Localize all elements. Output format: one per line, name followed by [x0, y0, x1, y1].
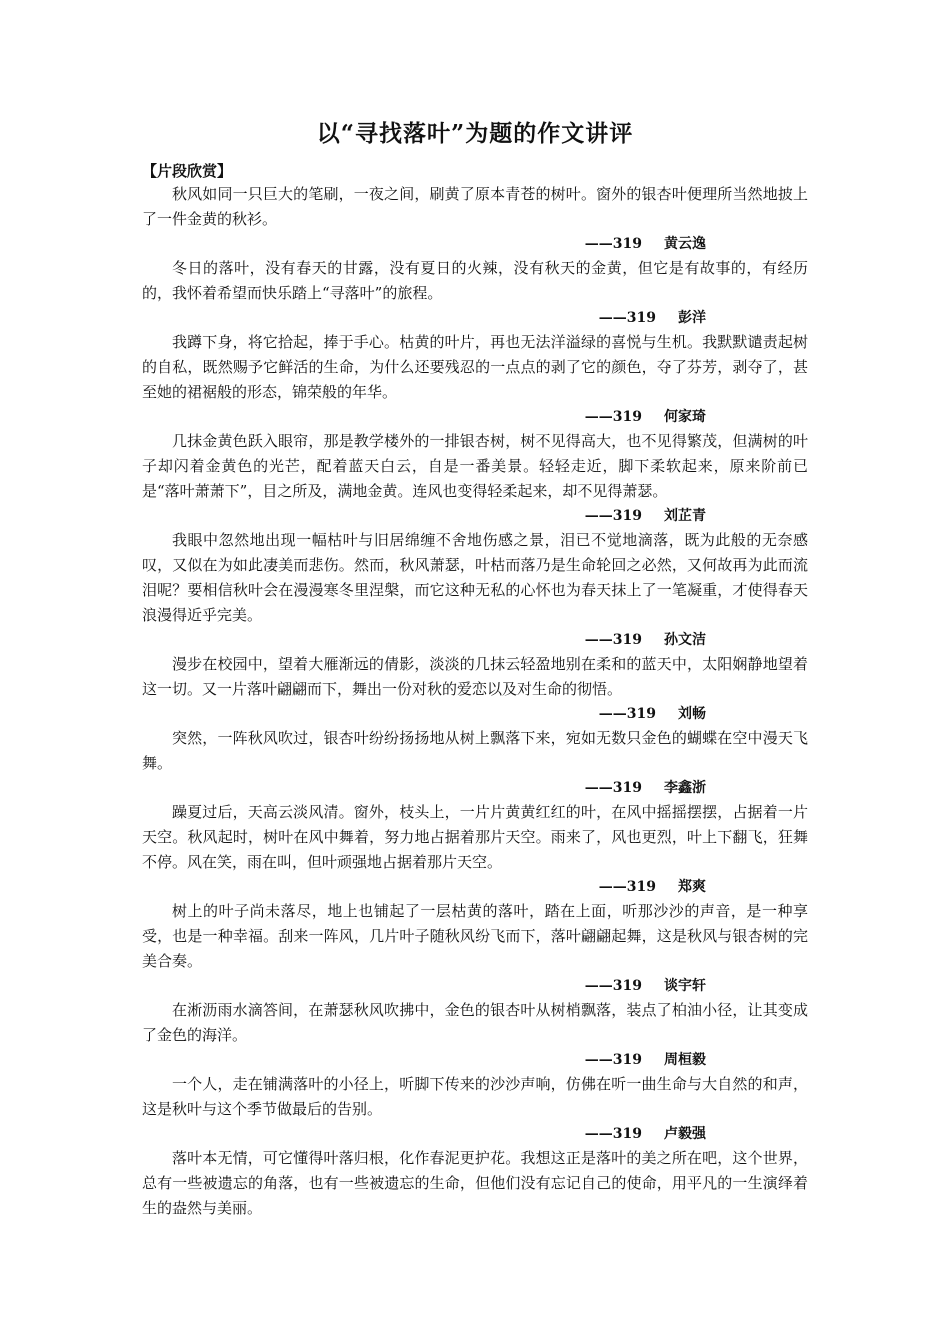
author-name: 郑爽: [678, 879, 706, 895]
author-name: 彭洋: [678, 310, 706, 326]
excerpt-signature: [142, 776, 808, 800]
excerpt-signature: [142, 1048, 808, 1072]
class-number: ——319: [598, 310, 656, 326]
excerpt-signature: [142, 974, 808, 998]
document-title: 以“寻找落叶”为题的作文讲评: [316, 120, 634, 147]
document-page: [142, 118, 808, 1221]
excerpt-signature: [142, 875, 808, 899]
class-number: ——319: [584, 409, 642, 425]
section-heading: 【片段欣赏】: [142, 162, 233, 180]
class-number: ——319: [584, 236, 642, 252]
excerpt-paragraph: 树上的叶子尚未落尽，地上也铺起了一层枯黄的落叶，踏在上面，听那沙沙的声音，是一种享受，也是一种幸福。刮来一阵风，几片叶子随秋风纷飞而下，落叶翩翩起舞，这是秋风与银杏树的完美合奏。: [142, 902, 808, 970]
author-name: 周桓毅: [664, 1052, 706, 1068]
excerpt-paragraph: 在淅沥雨水滴答间，在萧瑟秋风吹拂中，金色的银杏叶从树梢飘落，装点了柏油小径，让其变成了金色的海洋。: [142, 1001, 808, 1044]
excerpt-paragraph: 秋风如同一只巨大的笔刷，一夜之间，刷黄了原本青苍的树叶。窗外的银杏叶便理所当然地披上了一件金黄的秋衫。: [142, 185, 808, 228]
class-number: ——319: [584, 1052, 642, 1068]
excerpt-paragraph: 突然，一阵秋风吹过，银杏叶纷纷扬扬地从树上飘落下来，宛如无数只金色的蝴蝶在空中漫天飞舞。: [142, 729, 808, 772]
author-name: 卢毅强: [664, 1126, 706, 1142]
excerpt-signature: [142, 702, 808, 726]
excerpt-paragraph: 我眼中忽然地出现一幅枯叶与旧居绵缠不舍地伤感之景，泪已不觉地滴落，既为此般的无奈感叹，又似在为如此凄美而悲伤。然而，秋风萧瑟，叶枯而落乃是生命轮回之必然，又何故再为此而流泪呢？要相信秋叶会在漫漫寒冬里涅槃，而它这种无私的心怀也为春天抹上了一笔凝重，才使得春天浪漫得近乎完美。: [142, 531, 808, 624]
excerpt-paragraph: 躁夏过后，天高云淡风清。窗外，枝头上，一片片黄黄红红的叶，在风中摇摇摆摆，占据着一片天空。秋风起时，树叶在风中舞着，努力地占据着那片天空。雨来了，风也更烈，叶上下翻飞，狂舞不停。风在笑，雨在叫，但叶顽强地占据着那片天空。: [142, 803, 808, 871]
class-number: ——319: [584, 508, 642, 524]
excerpt-signature: [142, 232, 808, 256]
author-name: 何家琦: [664, 409, 706, 425]
excerpt-signature: [142, 628, 808, 652]
excerpt-signature: [142, 504, 808, 528]
author-name: 黄云逸: [664, 236, 706, 252]
excerpt-paragraph: 一个人，走在铺满落叶的小径上，听脚下传来的沙沙声响，仿佛在听一曲生命与大自然的和声，这是秋叶与这个季节做最后的告别。: [142, 1075, 808, 1118]
excerpt-paragraph: 落叶本无情，可它懂得叶落归根，化作春泥更护花。我想这正是落叶的美之所在吧，这个世界，总有一些被遗忘的角落，也有一些被遗忘的生命，但他们没有忘记自己的使命，用平凡的一生演绎着生的盎然与美丽。: [142, 1149, 808, 1217]
author-name: 谈宇轩: [664, 978, 706, 994]
author-name: 李鑫浙: [664, 780, 706, 796]
author-name: 孙文洁: [664, 632, 706, 648]
excerpt-paragraph: 漫步在校园中，望着大雁渐远的倩影，淡淡的几抹云轻盈地别在柔和的蓝天中，太阳娴静地望着这一切。又一片落叶翩翩而下，舞出一份对秋的爱恋以及对生命的彻悟。: [142, 655, 808, 698]
author-name: 刘畅: [678, 706, 706, 722]
excerpt-paragraph: 几抹金黄色跃入眼帘，那是教学楼外的一排银杏树，树不见得高大，也不见得繁茂，但满树的叶子却闪着金黄色的光芒，配着蓝天白云，自是一番美景。轻轻走近，脚下柔软起来，原来阶前已是“落叶萧萧下”，目之所及，满地金黄。连风也变得轻柔起来，却不见得萧瑟。: [142, 432, 808, 500]
excerpt-signature: [142, 405, 808, 429]
author-name: 刘芷青: [664, 508, 706, 524]
class-number: ——319: [598, 706, 656, 722]
class-number: ——319: [584, 978, 642, 994]
excerpt-signature: [142, 1122, 808, 1146]
class-number: ——319: [584, 780, 642, 796]
excerpt-paragraph: 冬日的落叶，没有春天的甘露，没有夏日的火辣，没有秋天的金黄，但它是有故事的，有经历的，我怀着希望而快乐踏上“寻落叶”的旅程。: [142, 259, 808, 302]
class-number: ——319: [598, 879, 656, 895]
class-number: ——319: [584, 632, 642, 648]
class-number: ——319: [584, 1126, 642, 1142]
excerpt-paragraph: 我蹲下身，将它拾起，捧于手心。枯黄的叶片，再也无法洋溢绿的喜悦与生机。我默默谴责起树的自私，既然赐予它鲜活的生命，为什么还要残忍的一点点的剥了它的颜色，夺了芬芳，剥夺了，甚至她的裙裾般的形态，锦荣般的年华。: [142, 333, 808, 401]
excerpt-list: [142, 182, 808, 1221]
excerpt-signature: [142, 306, 808, 330]
